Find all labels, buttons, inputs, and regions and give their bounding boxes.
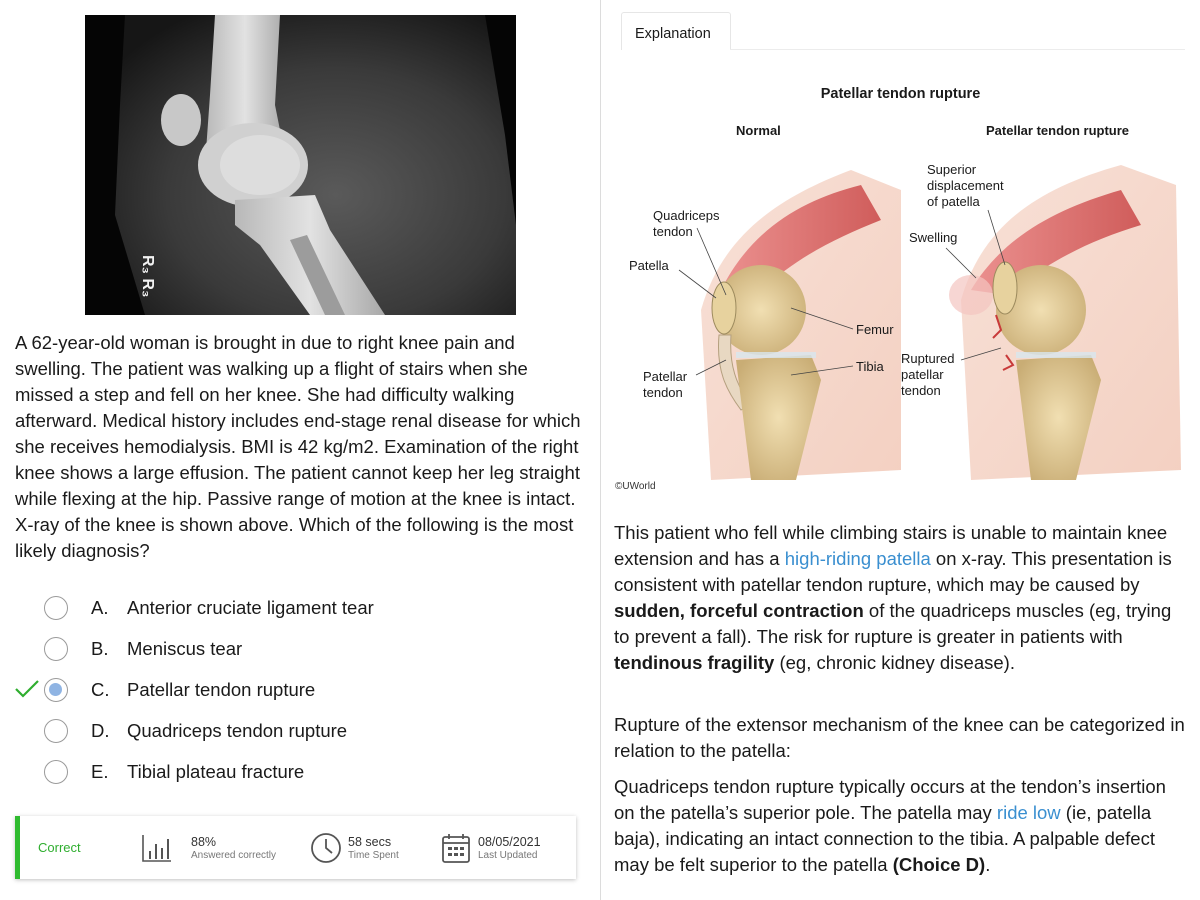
radio-button-selected[interactable] xyxy=(44,678,68,702)
text-run: on x-ray. This presentation is consistent with patellar tendon rupture, which may be caused by xyxy=(614,548,1172,595)
explanation-paragraph-1 xyxy=(614,520,1189,676)
choice-letter: E. xyxy=(91,761,109,782)
radio-button[interactable] xyxy=(44,719,68,743)
percent-correct-label: Answered correctly xyxy=(191,850,277,861)
knee-anatomy-illustration xyxy=(601,70,1200,500)
question-stem: A 62-year-old woman is brought in due to right knee pain and swelling. The patient was walking up a flight of stairs when she missed a step and fell on her knee. She had difficulty walking afterward. Medical history includes end-stage renal disease for which she receives hemodialysis. BMI is 42 kg/m2. Examination of the right knee shows a large effusion. The patient cannot keep her leg straight while flexing at the hip. Passive range of motion at the knee is intact. X-ray of the knee is shown above. Which of the following is the most likely diagnosis? xyxy=(15,332,581,561)
choice-letter: D. xyxy=(91,720,110,741)
tab-explanation[interactable]: Explanation xyxy=(621,12,731,50)
clock-icon xyxy=(309,831,343,865)
explanation-paragraph-3 xyxy=(614,774,1189,878)
text-run: (ie, patella baja), indicating an intact connection to the tibia. A palpable defect may be felt superior to the patella xyxy=(614,802,1155,875)
radio-button[interactable] xyxy=(44,637,68,661)
choice-e[interactable] xyxy=(0,751,590,792)
xray-marker: R₃ R₃ xyxy=(139,255,156,298)
checkmark-icon xyxy=(14,677,40,701)
choice-text: Tibial plateau fracture xyxy=(127,761,305,782)
patellar-tendon-figure xyxy=(601,70,1200,500)
percent-correct: 88% xyxy=(191,835,217,849)
text-run: Quadriceps tendon rupture typically occurs at the tendon’s insertion on the patella’s superior pole. The patella may xyxy=(614,776,1166,823)
explanation-pane xyxy=(601,0,1200,900)
label-patellar-tendon: Patellar tendon xyxy=(643,369,688,400)
bold-text: sudden, forceful contraction xyxy=(614,600,864,621)
last-updated-label: Last Updated xyxy=(478,850,538,861)
calendar-icon xyxy=(439,831,473,865)
figure-copyright: ©UWorld xyxy=(615,481,656,492)
radio-button[interactable] xyxy=(44,596,68,620)
explanation-paragraph-2: Rupture of the extensor mechanism of the knee can be categorized in relation to the patella: xyxy=(614,714,1185,761)
link-high-riding-patella[interactable]: high-riding patella xyxy=(784,548,931,569)
text-run: (eg, chronic kidney disease). xyxy=(774,652,1015,673)
radio-button[interactable] xyxy=(44,760,68,784)
choice-letter: C. xyxy=(91,679,110,700)
time-spent-label: Time Spent xyxy=(348,850,399,861)
bold-text: tendinous fragility xyxy=(614,652,775,673)
choice-b[interactable] xyxy=(0,628,590,669)
choice-letter: B. xyxy=(91,638,109,659)
last-updated-date: 08/05/2021 xyxy=(478,835,541,849)
text-run: This patient who fell while climbing stairs is unable to maintain knee extension and has a xyxy=(614,522,1168,569)
label-tibia: Tibia xyxy=(856,359,884,374)
knee-xray-image xyxy=(85,15,516,315)
label-femur: Femur xyxy=(856,322,894,337)
label-swelling: Swelling xyxy=(909,230,958,245)
text-run: of the quadriceps muscles (eg, trying to prevent a fall). The risk for rupture is greater in patients with xyxy=(614,600,1172,647)
choice-a[interactable] xyxy=(0,587,590,628)
result-status: Correct xyxy=(38,840,81,855)
choice-text: Patellar tendon rupture xyxy=(127,679,316,700)
label-quadriceps-tendon: Quadriceps tendon xyxy=(653,208,720,239)
figure-title: Patellar tendon rupture xyxy=(820,86,981,102)
choice-text: Meniscus tear xyxy=(127,638,243,659)
label-patella: Patella xyxy=(629,258,669,273)
tab-divider xyxy=(730,49,1185,50)
choice-letter: A. xyxy=(91,597,109,618)
choice-text: Anterior cruciate ligament tear xyxy=(127,597,374,618)
time-spent: 58 secs xyxy=(348,835,392,849)
link-ride-low[interactable]: ride low xyxy=(996,802,1061,823)
choice-c[interactable] xyxy=(0,669,590,710)
choice-d[interactable] xyxy=(0,710,590,751)
answer-stats-bar xyxy=(15,816,576,879)
label-superior-displacement: Superior displacement of patella xyxy=(927,162,1004,209)
bold-text: (Choice D) xyxy=(892,854,986,875)
bar-chart-icon xyxy=(140,831,174,865)
label-ruptured-tendon: Ruptured patellar tendon xyxy=(901,351,955,398)
figure-normal-heading: Normal xyxy=(736,123,781,138)
text-run: . xyxy=(985,854,991,875)
figure-rupture-heading: Patellar tendon rupture xyxy=(986,123,1130,138)
choice-text: Quadriceps tendon rupture xyxy=(127,720,348,741)
